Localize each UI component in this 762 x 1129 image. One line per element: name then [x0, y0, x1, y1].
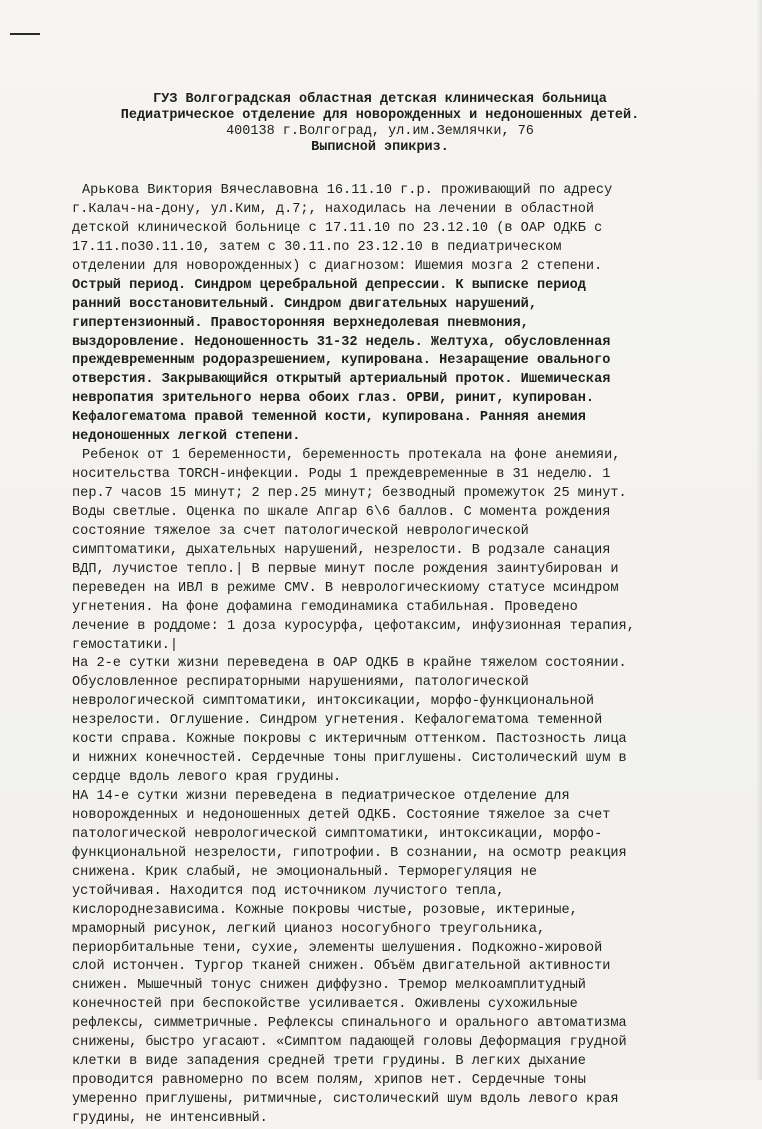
text-line: преждевременным родоразрешением, купирована. Незаращение овального — [72, 353, 611, 369]
text-line: новорожденных и недоношенных детей ОДКБ. Состояние тяжелое за счет — [72, 807, 611, 823]
text-line: Кефалогематома правой теменной кости, купирована. Ранняя анемия — [72, 410, 586, 426]
text-line: отделении для новорожденных) с диагнозом: Ишемия мозга 2 степени. — [72, 258, 603, 274]
text-line: периорбитальные тени, сухие, элементы шелушения. Подкожно-жировой — [72, 940, 603, 956]
document-header — [60, 92, 700, 156]
text-line: недоношенных легкой степени. — [72, 429, 301, 445]
text-line: незрелости. Оглушение. Синдром угнетения. Кефалогематома теменной — [72, 713, 603, 729]
text-line: г.Калач-на-дону, ул.Ким, д.7;, находилась на лечении в областной — [72, 201, 595, 217]
text-line: грудины, не интенсивный. — [72, 1110, 268, 1126]
text-line: гемостатики.| — [72, 637, 179, 653]
text-line: гипертензионный. Правосторонняя верхнедолевая пневмония, — [72, 315, 529, 331]
text-line: проводится равномерно по всем полям, хрипов нет. Сердечные тоны — [72, 1073, 586, 1089]
text-line: неврологической симптоматики, интоксикации, морфо-функциональной — [72, 694, 595, 710]
margin-mark — [10, 33, 40, 35]
text-line: Обусловленное респираторными нарушениями, патологической — [72, 675, 529, 691]
document-title: Выписной эпикриз. — [311, 140, 449, 155]
text-line: клетки в виде западения средней трети грудины. В легких дыхание — [72, 1054, 586, 1070]
text-line: Воды светлые. Оценка по шкале Апгар 6\6 баллов. С момента рождения — [72, 504, 611, 520]
hospital-name: ГУЗ Волгоградская областная детская клиническая больница — [153, 92, 607, 107]
text-line: переведен на ИВЛ в режиме CMV. В неврологическиому статусе мсиндром — [72, 580, 619, 596]
text-line: кости справа. Кожные покровы с иктеричным оттенком. Пастозность лица — [72, 732, 627, 748]
text-line: отверстия. Закрывающийся открытый артериальный проток. Ишемическая — [72, 372, 611, 388]
text-line: кислороднезависима. Кожные покровы чистые, розовые, иктериные, — [72, 902, 578, 918]
document-body — [72, 182, 712, 1129]
text-line: симптоматики, дыхательных нарушений, незрелости. В родзале санация — [72, 542, 611, 558]
hospital-address: 400138 г.Волгоград, ул.им.Землячки, 76 — [226, 124, 534, 139]
text-line: снижены, быстро угасают. «Симптом падающей головы Деформация грудной — [72, 1035, 627, 1051]
text-line: Ребенок от 1 беременности, беременность протекала на фоне анемияи, — [82, 448, 621, 464]
text-line: слой истончен. Тургор тканей снижен. Объём двигательной активности — [72, 959, 611, 975]
text-line: невропатия зрительного нерва обоих глаз. ОРВИ, ринит, купирован. — [72, 391, 595, 407]
text-line: патологической неврологической симптоматики, интоксикации, морфо- — [72, 826, 603, 842]
text-line: выздоровление. Недоношенность 31-32 недель. Желтуха, обусловленная — [72, 334, 611, 350]
text-line: снижен. Мышечный тонус снижен диффузно. Тремор мелкоамплитудный — [72, 978, 586, 994]
text-line: сердце вдоль левого края грудины. — [72, 770, 342, 786]
text-line: функциональной незрелости, гипотрофии. В сознании, на осмотр реакция — [72, 845, 627, 861]
page-edge-shadow — [756, 0, 762, 1080]
text-line: умеренно приглушены, ритмичные, систолический шум вдоль левого края — [72, 1092, 619, 1107]
text-line: 17.11.по30.11.10, затем с 30.11.по 23.12.10 в педиатрическом — [72, 239, 562, 255]
department-name: Педиатрическое отделение для новорожденных и недоношенных детей. — [120, 108, 640, 123]
text-line: пер.7 часов 15 минут; 2 пер.25 минут; безводный промежуток 25 минут. — [72, 486, 627, 501]
text-line: состояние тяжелое за счет патологической неврологической — [72, 523, 529, 539]
text-line: На 2-е сутки жизни переведена в ОАР ОДКБ в крайне тяжелом состоянии. — [72, 656, 627, 672]
text-line: ранний восстановительный. Синдром двигательных нарушений, — [72, 296, 537, 312]
text-line: угнетения. На фоне дофамина гемодинамика стабильная. Проведено — [72, 599, 578, 615]
text-line: лечение в роддоме: 1 доза куросурфа, цефотаксим, инфузионная терапия, — [72, 618, 635, 634]
text-line: Арькова Виктория Вячеславовна 16.11.10 г.р. проживающий по адресу — [82, 183, 613, 198]
text-line: конечностей при беспокойстве усиливается. Оживлены сухожильные — [72, 997, 578, 1013]
text-line: носительства TORCH-инфекции. Роды 1 преждевременные в 31 неделю. 1 — [72, 467, 611, 483]
text-line: мраморный рисунок, легкий цианоз носогубного треугольника, — [72, 921, 546, 937]
text-line: снижена. Крик слабый, не эмоциональный. Терморегуляция не — [72, 864, 537, 880]
text-line: устойчивая. Находится под источником лучистого тепла, — [72, 883, 505, 899]
text-line: ВДП, лучистое тепло.| В первые минут после рождения заинтубирован и — [72, 561, 619, 577]
text-line: Острый период. Синдром церебральной депрессии. К выписке период — [72, 277, 586, 293]
text-line: НА 14-е сутки жизни переведена в педиатрическое отделение для — [72, 789, 570, 804]
text-line: детской клинической больнице с 17.11.10 по 23.12.10 (в ОАР ОДКБ с — [72, 220, 603, 236]
text-line: и нижних конечностей. Сердечные тоны приглушены. Систолический шум в — [72, 751, 627, 767]
text-line: рефлексы, симметричные. Рефлексы спинального и орального автоматизма — [72, 1016, 627, 1032]
